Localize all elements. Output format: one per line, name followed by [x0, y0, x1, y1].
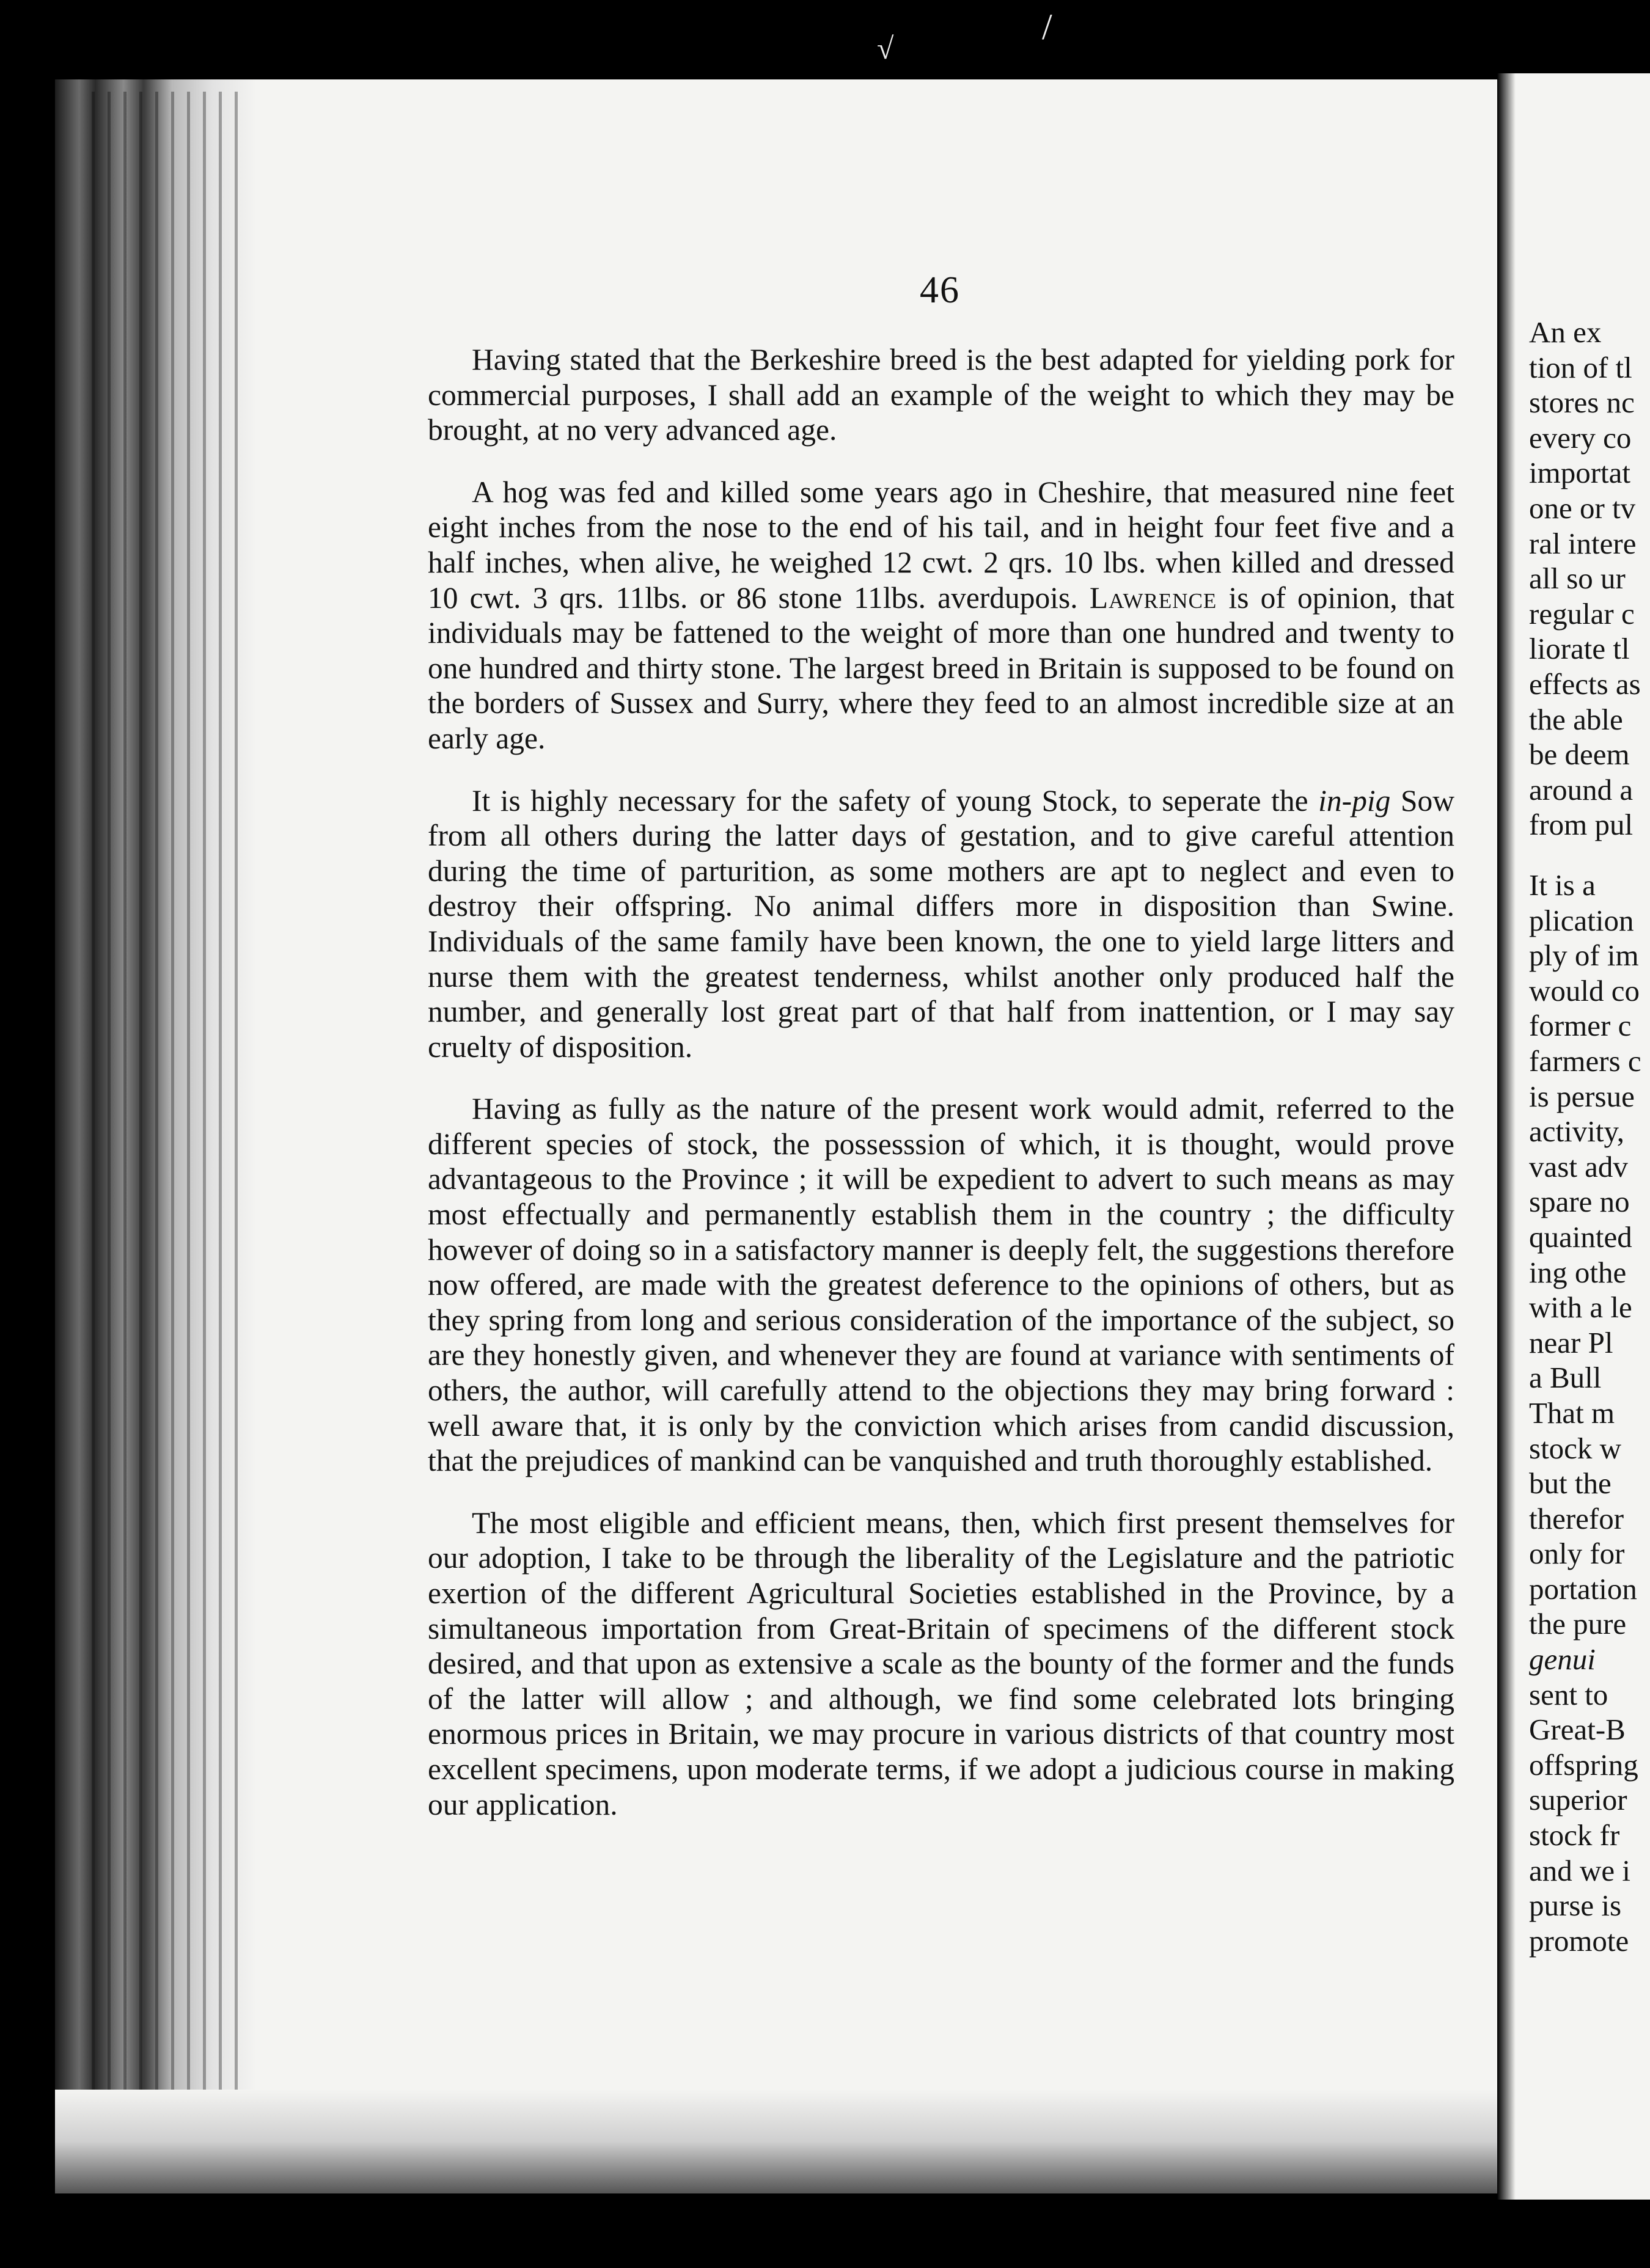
fragment-line: every co — [1529, 420, 1632, 455]
fragment-line: Great-B — [1529, 1713, 1626, 1747]
fragment-line: all so ur — [1529, 562, 1626, 596]
fragment-line: An ex — [1529, 315, 1602, 349]
in-pig-italic: in-pig — [1318, 783, 1391, 818]
paragraph-stock-establishment: Having as fully as the nature of the present work would admit, referred to the different species of stock, the possesssion of which, it is thought, would prove advantageous to the Province ; it will be expedient to advert to such means as may most effectually and permanently establish them in the country ; the difficulty however of doing so in a satisfactory manner is deeply felt, the suggestions therefore now offered, are made with the greatest deference to the opinions of others, but as they spring from long and serious consideration of the importance of the subject, so are they honestly given, and whenever they are found at variance with sentiments of others, the author, will carefully attend to the objections they may bring forward : well aware that, it is only by the conviction which arises from candid discussion, that the prejudices of mankind can be vanquished and truth thoroughly established. — [428, 1092, 1454, 1478]
fragment-line: sent to — [1529, 1677, 1608, 1711]
fragment-line: around a — [1529, 772, 1634, 807]
fragment-line: promote — [1529, 1923, 1629, 1958]
fragment-line: one or tv — [1529, 491, 1636, 525]
fragment-line: stock fr — [1529, 1818, 1620, 1853]
fragment-line: plication — [1529, 903, 1634, 937]
fragment-line: with a le — [1529, 1290, 1632, 1325]
right-page-column-bottom — [1529, 868, 1650, 1958]
fragment-line: a Bull — [1529, 1361, 1602, 1395]
fragment-line: effects as — [1529, 667, 1641, 701]
page-bottom-edge — [55, 2090, 1497, 2193]
fragment-line: former c — [1529, 1009, 1632, 1043]
fragment-line: tion of tl — [1529, 350, 1632, 384]
fragment-line: farmers c — [1529, 1044, 1641, 1078]
hog-text-start: A hog was fed and killed some years ago in Cheshire, that measured nine feet eight inches from the nose to the end of his tail, and in height four feet five and a half inches, when alive, he weighed 12 cwt. 2 qrs. 10 lbs. when killed and dressed 10 cwt. 3 qrs. 11lbs. or 86 stone 11lbs. averdupois. — [428, 475, 1454, 615]
paragraph-importation: The most eligible and efficient means, then, which first present themselves for our adoption, I take to be through the liberality of the Legislature and the patriotic exertion of the different Agricultural Societies established in the Province, by a simultaneous importation from Great-Britain of specimens of the different stock desired, and that upon as extensive a scale as the bounty of the former and the funds of the latter will allow ; and although, we find some celebrated lots bringing enormous prices in Britain, we may procure in various districts of that country most excellent specimens, upon moderate terms, if we adopt a judicious course in making our application. — [428, 1505, 1454, 1821]
right-page-shadow — [1497, 73, 1516, 2200]
fragment-line: be deem — [1529, 737, 1630, 772]
fragment-line: offspring — [1529, 1747, 1638, 1782]
paragraph-hog — [428, 475, 1454, 756]
fragment-line: ral intere — [1529, 526, 1637, 560]
sow-text-end: Sow from all others during the latter days of gestation, and to give careful attention during the time of parturition, as some mothers are apt to neglect and even to destroy their offspring. No animal differs more in disposition than Swine. Individuals of the same family have been known, the one to yield large litters and nurse them with the greatest tenderness, whilst another only produced half the number, and generally lost great part of that half from inattention, or I may say cruelty of disposition. — [428, 783, 1454, 1064]
fragment-line: That m — [1529, 1396, 1615, 1430]
paragraph-berkeshire: Having stated that the Berkeshire breed is the best adapted for yielding pork for commercial purposes, I shall add an example of the weight to which they may be brought, at no very advanced age. — [428, 343, 1454, 447]
scan-mark-slash: / — [1042, 7, 1052, 47]
fragment-line: genui — [1529, 1642, 1596, 1677]
fragment-line: vast adv — [1529, 1149, 1628, 1183]
fragment-line: It is a — [1529, 868, 1596, 902]
fragment-line: activity, — [1529, 1114, 1625, 1149]
page-number: 46 — [920, 269, 960, 311]
scan-mark-check: √ — [877, 31, 894, 65]
sow-text-start: It is highly necessary for the safety of young Stock, to seperate the — [472, 783, 1319, 818]
body-text — [428, 342, 1454, 1849]
fragment-line: liorate tl — [1529, 632, 1630, 666]
fragment-line: purse is — [1529, 1889, 1622, 1923]
fragment-line: is persue — [1529, 1079, 1635, 1113]
fragment-line: and we i — [1529, 1853, 1630, 1887]
fragment-line: spare no — [1529, 1185, 1630, 1219]
fragment-line: near Pl — [1529, 1325, 1613, 1359]
paragraph-sow — [428, 783, 1454, 1065]
author-name-lawrence: Lawrence — [1089, 580, 1217, 615]
fragment-line: would co — [1529, 973, 1640, 1008]
fragment-line: quainted — [1529, 1220, 1632, 1254]
fragment-line: portation — [1529, 1571, 1637, 1606]
fragment-line: stock w — [1529, 1431, 1622, 1465]
fragment-line: stores nc — [1529, 386, 1635, 420]
fragment-line: the able — [1529, 702, 1623, 736]
fragment-line: ply of im — [1529, 938, 1639, 973]
fragment-line: regular c — [1529, 596, 1635, 631]
fragment-line: but the — [1529, 1466, 1612, 1501]
fragment-line: the pure — [1529, 1607, 1627, 1641]
fragment-line: therefor — [1529, 1501, 1624, 1535]
fragment-line: ing othe — [1529, 1255, 1627, 1289]
fragment-line: only for — [1529, 1537, 1625, 1571]
hog-text-end: is of opinion, that individuals may be fattened to the weight of more than one hundred and twenty to one hundred and thirty stone. The largest breed in Britain is supposed to be found on the borders of Sussex and Surry, where they feed to an almost incredible size at an early age. — [428, 580, 1454, 755]
fragment-line: from pul — [1529, 808, 1634, 842]
gutter-page-edges — [92, 92, 238, 2108]
fragment-line: importat — [1529, 456, 1631, 490]
right-page-column-top — [1529, 315, 1650, 843]
fragment-line: superior — [1529, 1783, 1627, 1817]
